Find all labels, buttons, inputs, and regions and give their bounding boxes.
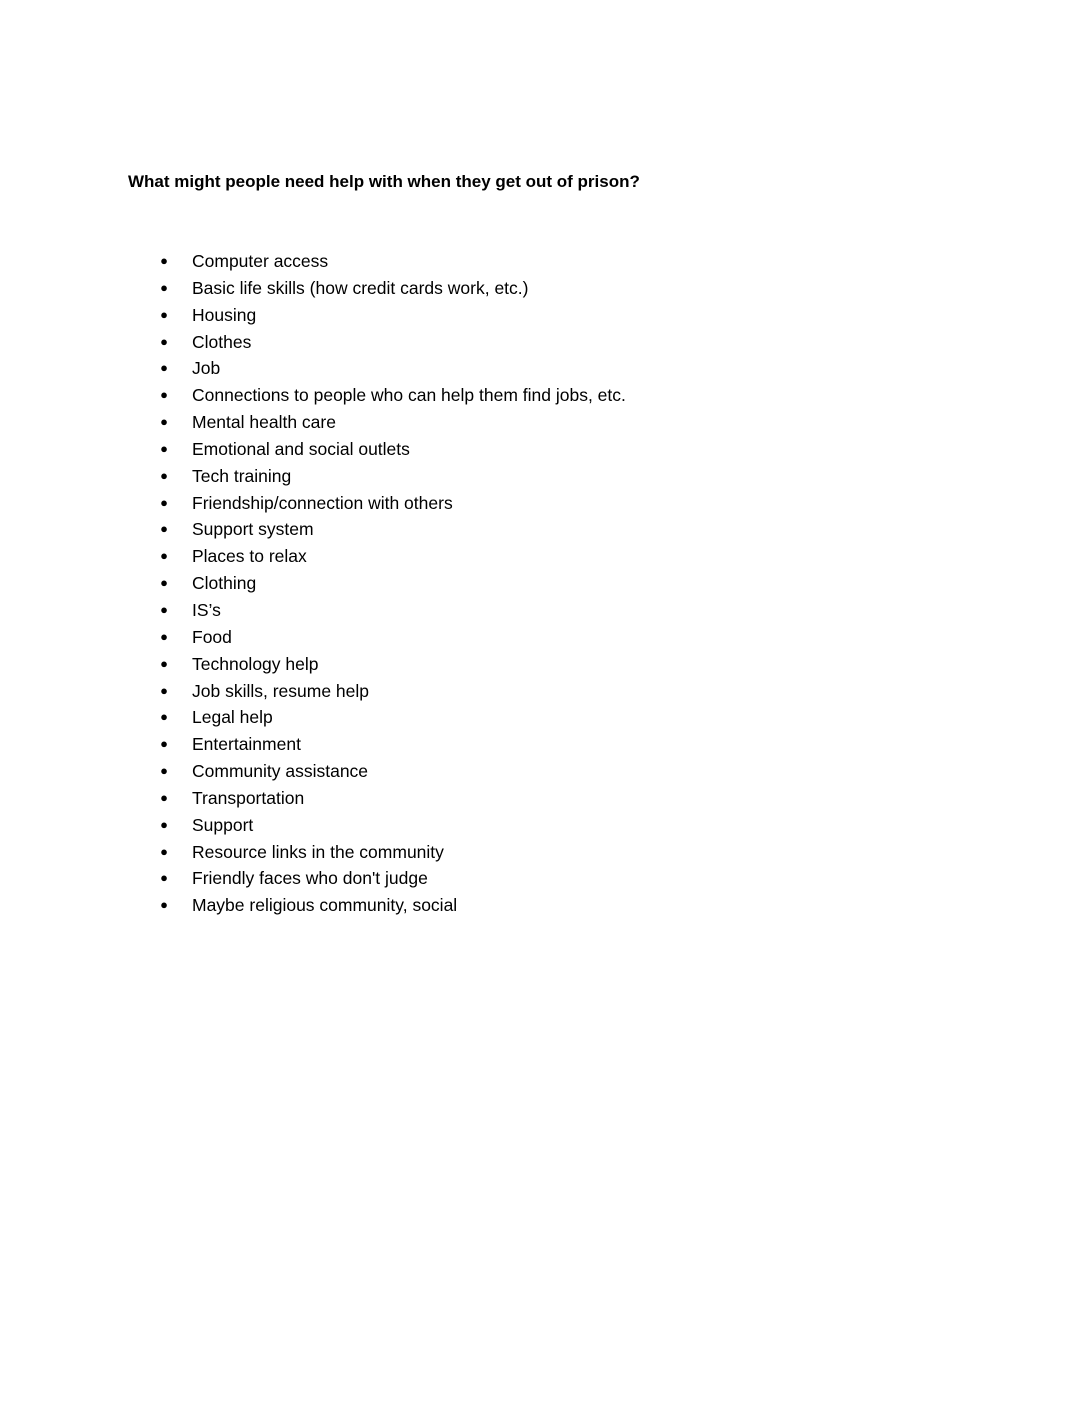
list-item-text: Resource links in the community [192, 841, 444, 862]
bullet-icon: ● [160, 628, 168, 644]
bullet-icon: ● [160, 360, 168, 376]
bullet-icon: ● [160, 253, 168, 268]
bullet-icon: ● [160, 763, 168, 779]
list-item-text: Emotional and social outlets [192, 438, 410, 459]
bullet-icon: ● [160, 870, 168, 886]
list-item-text: Tech training [192, 465, 292, 486]
bullet-icon: ● [160, 682, 168, 698]
list-item-text: Mental health care [192, 412, 336, 433]
list-item-text: Computer access [192, 251, 329, 271]
list-item-text: Entertainment [192, 734, 301, 755]
bullet-icon: ● [160, 548, 168, 564]
bullet-icon: ● [160, 816, 168, 832]
bullet-icon: ● [160, 467, 168, 483]
list-item-text: Community assistance [192, 761, 369, 782]
list-item-text: Maybe religious community, social [192, 895, 458, 916]
list-item-text: Transportation [192, 787, 305, 808]
bullet-icon: ● [160, 494, 168, 510]
bullet-icon: ● [160, 575, 168, 591]
list-item-text: Support [192, 814, 254, 835]
list-item-text: Support system [192, 519, 314, 540]
bullet-icon: ● [160, 414, 168, 430]
list-item-text: Basic life skills (how credit cards work, etc.) [192, 277, 529, 298]
list-item-text: Friendship/connection with others [192, 492, 453, 513]
bullet-icon: ● [160, 279, 168, 295]
bullet-icon: ● [160, 843, 168, 859]
bullet-icon: ● [160, 306, 168, 322]
bullet-icon: ● [160, 789, 168, 805]
bullet-icon: ● [160, 897, 168, 913]
list-item-text: Places to relax [192, 546, 307, 567]
list-item-text: Technology help [192, 653, 319, 674]
list-item-text: Friendly faces who don't judge [192, 868, 428, 889]
list-item-text: Housing [192, 304, 257, 325]
list-item-text: Legal help [192, 707, 273, 728]
bullet-icon: ● [160, 333, 168, 349]
list-item-text: Clothing [192, 573, 257, 594]
bullet-icon: ● [160, 736, 168, 752]
list-item-text: IS’s [192, 599, 221, 620]
list-item-text: Job [192, 358, 221, 379]
bullet-icon: ● [160, 601, 168, 617]
list-item-text: Connections to people who can help them find jobs, etc. [192, 385, 626, 406]
bullet-icon: ● [160, 387, 168, 403]
page-heading: What might people need help with when they get out of prison? [128, 172, 640, 191]
list-item-text: Job skills, resume help [192, 680, 370, 701]
list-item-text: Clothes [192, 331, 252, 352]
list-item-text: Food [192, 626, 232, 647]
bullet-icon: ● [160, 655, 168, 671]
bullet-icon: ● [160, 440, 168, 456]
bullet-icon: ● [160, 521, 168, 537]
bullet-icon: ● [160, 709, 168, 725]
